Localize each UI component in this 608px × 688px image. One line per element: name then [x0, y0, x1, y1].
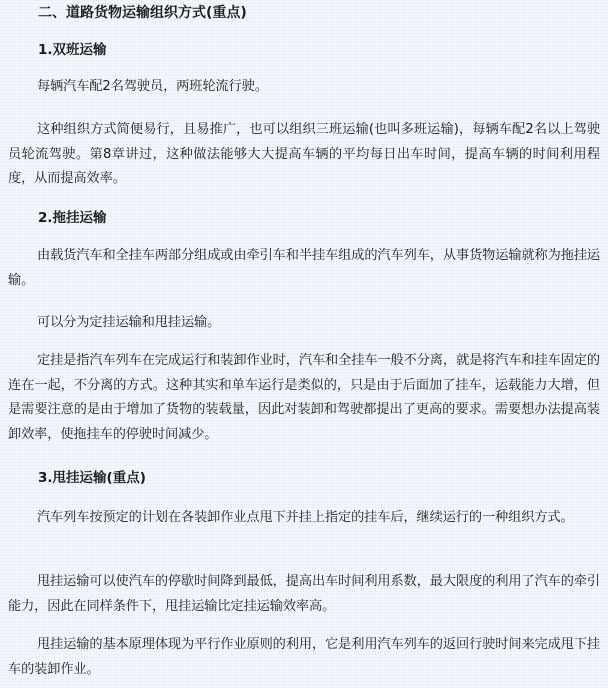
heading-double-shift-transport: 1.双班运输 — [38, 42, 107, 58]
section-title: 二、道路货物运输组织方式(重点) — [38, 5, 247, 21]
paragraph: 由载货汽车和全挂车两部分组成或由牵引车和半挂车组成的汽车列车，从事货物运输就称为拖挂运输。 — [8, 248, 600, 288]
paragraph: 甩挂运输的基本原理体现为平行作业原则的利用，它是利用汽车列车的返回行驶时间来完成甩下挂车的装卸作业。 — [8, 637, 600, 677]
heading-trailer-transport: 2.拖挂运输 — [38, 210, 107, 226]
heading-drop-and-hook-transport: 3.甩挂运输(重点) — [38, 470, 146, 486]
paragraph: 可以分为定挂运输和甩挂运输。 — [37, 315, 221, 330]
paragraph: 每辆汽车配2名驾驶员，两班轮流行驶。 — [37, 79, 268, 94]
paragraph: 汽车列车按预定的计划在各装卸作业点甩下并挂上指定的挂车后，继续运行的一种组织方式。 — [37, 510, 574, 525]
paragraph: 定挂是指汽车列车在完成运行和装卸作业时，汽车和全挂车一般不分离，就是将汽车和挂车固定的连在一起，不分离的方式。这种其实和单车运行是类似的，只是由于后面加了挂车，运载能力大增，但是需要注意的是由于增加了货物的装载量，因此对装卸和驾驶都提出了更高的要求。需要想办法提高装卸效率，使拖挂车的停驶时间减少。 — [8, 353, 600, 442]
paragraph: 这种组织方式简便易行，且易推广，也可以组织三班运输(也叫多班运输)，每辆车配2名以上驾驶员轮流驾驶。第8章讲过，这种做法能够大大提高车辆的平均每日出车时间，提高车辆的时间利用程度，从而提高效率。 — [8, 122, 600, 186]
paragraph: 甩挂运输可以使汽车的停歇时间降到最低，提高出车时间利用系数，最大限度的利用了汽车的牵引能力，因此在同样条件下，甩挂运输比定挂运输效率高。 — [8, 574, 600, 614]
